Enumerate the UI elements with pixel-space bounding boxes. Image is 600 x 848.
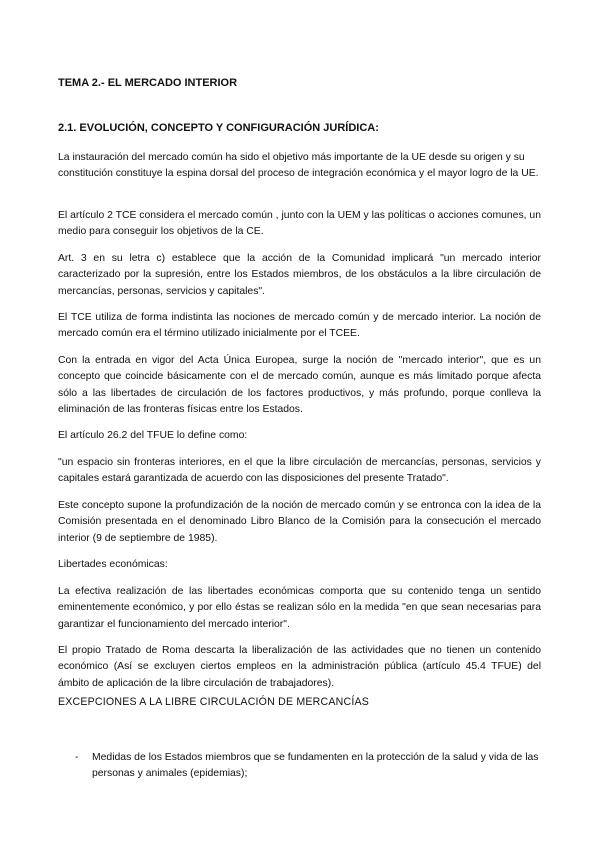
paragraph-tce-nociones: El TCE utiliza de forma indistinta las nociones de mercado común y de mercado interior. La noción de mercado común era el término utilizado inicialmente por el TCEE. bbox=[58, 312, 541, 340]
document-title: TEMA 2.- EL MERCADO INTERIOR bbox=[58, 77, 238, 89]
paragraph-definicion-cita: "un espacio sin fronteras interiores, en el que la libre circulación de mercancías, personas, servicios y capitales estará garantizada de acuerdo con las disposiciones del presente Tratado". bbox=[58, 457, 541, 485]
bullet-text: Medidas de los Estados miembros que se fundamenten en la protección de la salud y vida de las personas y animales (epidemias); bbox=[92, 752, 539, 780]
exceptions-heading: EXCEPCIONES A LA LIBRE CIRCULACIÓN DE MERCANCÍAS bbox=[58, 696, 370, 708]
paragraph-articulo-26-2: El artículo 26.2 del TFUE lo define como: bbox=[58, 430, 248, 441]
bullet-marker: - bbox=[75, 752, 79, 763]
paragraph-acta-unica-europea: Con la entrada en vigor del Acta Única Europea, surge la noción de "mercado interior", que es un concepto que coincide básicamente con el de mercado común, aunque es más limitado porque afecta sólo a las libertades de circulación de los factores productivos, y más profundo, porque conlleva la eliminación de las fronteras físicas entre los Estados. bbox=[58, 355, 541, 415]
paragraph-libertades-economicas: La efectiva realización de las libertades económicas comporta que su contenido tenga un sentido eminentemente económico, y por ello éstas se realizan sólo en la medida "en que sean necesarias para garantizar el funcionamiento del mercado interior". bbox=[58, 586, 541, 630]
paragraph-art-3-letra-c: Art. 3 en su letra c) establece que la acción de la Comunidad implicará "un mercado interior caracterizado por la supresión, entre los Estados miembros, de los obstáculos a la libre circulación de mercancías, personas, servicios y capitales". bbox=[58, 253, 541, 297]
paragraph-mercado-comun-origen: La instauración del mercado común ha sido el objetivo más importante de la UE desde su origen y su constitución constituye la espina dorsal del proceso de integración económica y el mayor logro de la UE. bbox=[58, 152, 539, 180]
paragraph-tratado-de-roma: El propio Tratado de Roma descarta la liberalización de las actividades que no tienen un contenido económico (Así se excluyen ciertos empleos en la administración pública (artículo 45.4 TFUE) del ámbito de aplicación de la libre circulación de trabajadores). bbox=[58, 645, 541, 689]
paragraph-articulo-2-tce: El artículo 2 TCE considera el mercado común , junto con la UEM y las políticas o acciones comunes, un medio para conseguir los objetivos de la CE. bbox=[58, 210, 541, 238]
paragraph-libertades-economicas-label: Libertades económicas: bbox=[58, 559, 168, 570]
section-heading: 2.1. EVOLUCIÓN, CONCEPTO Y CONFIGURACIÓN JURÍDICA: bbox=[58, 122, 379, 134]
paragraph-libro-blanco: Este concepto supone la profundización de la noción de mercado común y se entronca con la idea de la Comisión presentada en el denominado Libro Blanco de la Comisión para la consecución el mercado interior (9 de septiembre de 1985). bbox=[58, 500, 541, 544]
